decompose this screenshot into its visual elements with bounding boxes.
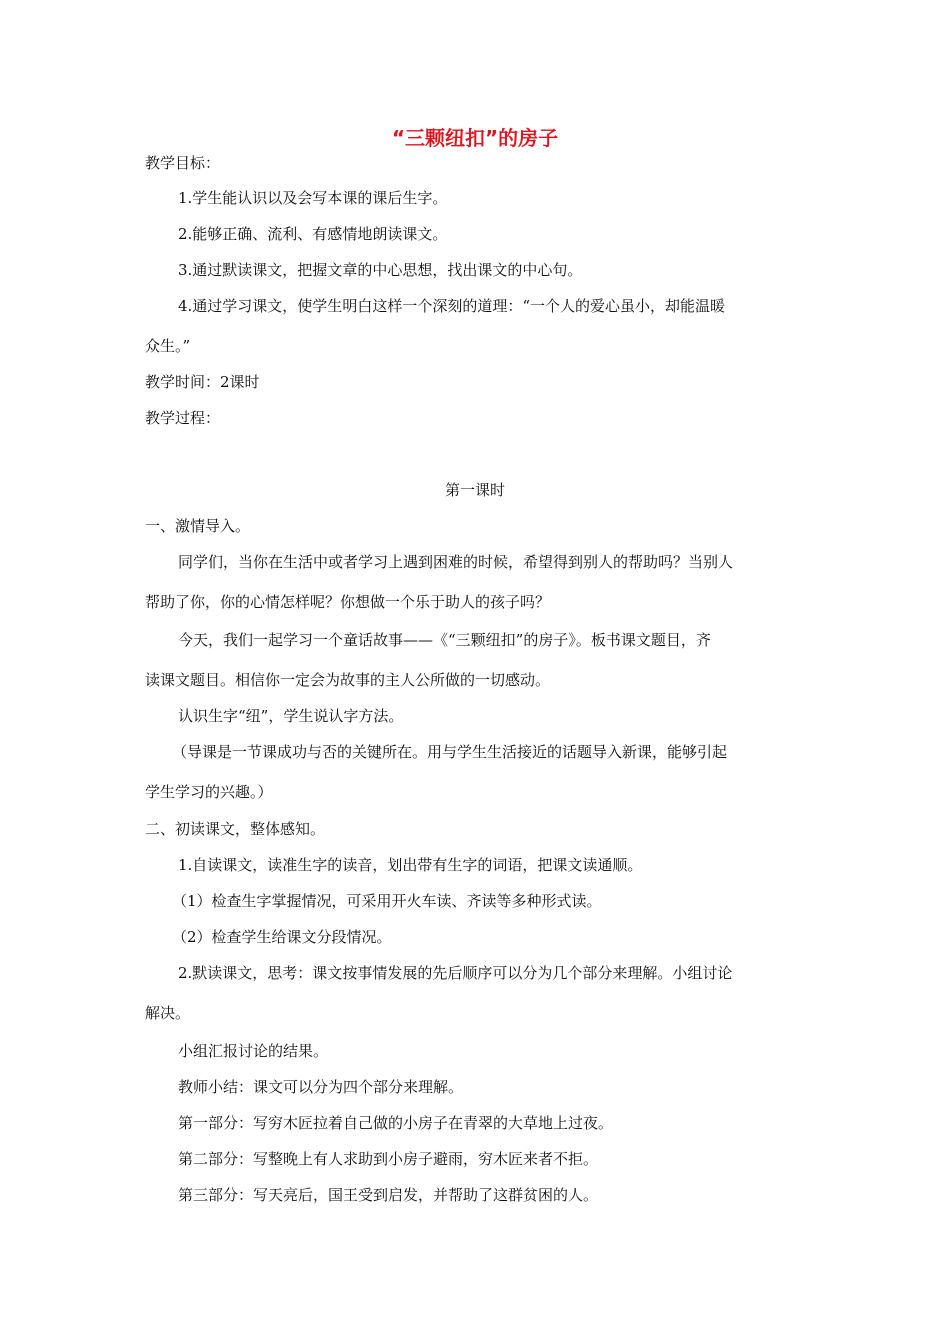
document-title: “三颗纽扣”的房子 [391,126,559,150]
paragraph-line: 今天，我们一起学习一个童话故事——《“三颗纽扣”的房子》。板书课文题目，齐 [178,631,711,649]
paragraph-line: 2.默读课文，思考：课文按事情发展的先后顺序可以分为几个部分来理解。小组讨论 [178,964,733,982]
paragraph-line: （2）检查学生给课文分段情况。 [172,928,392,946]
paragraph-line: 第一部分：写穷木匠拉着自己做的小房子在青翠的大草地上过夜。 [178,1114,614,1132]
paragraph-line: 读课文题目。相信你一定会为故事的主人公所做的一切感动。 [145,671,551,689]
paragraph-line: 帮助了你，你的心情怎样呢？你想做一个乐于助人的孩子吗？ [145,593,551,611]
paragraph-line: （导课是一节课成功与否的关键所在。用与学生生活接近的话题导入新课，能够引起 [172,743,728,761]
objective-item: 2.能够正确、流利、有感情地朗读课文。 [178,225,448,243]
section-heading: 二、初读课文，整体感知。 [145,820,326,838]
paragraph-line: （1）检查生字掌握情况，可采用开火车读、齐读等多种形式读。 [172,892,602,910]
paragraph-line: 第三部分：写天亮后，国王受到启发，并帮助了这群贫困的人。 [178,1186,599,1204]
paragraph-line: 同学们，当你在生活中或者学习上遇到困难的时候，希望得到别人的帮助吗？当别人 [178,553,734,571]
paragraph-line: 小组汇报讨论的结果。 [178,1042,329,1060]
paragraph-line: 第二部分：写整晚上有人求助到小房子避雨，穷木匠来者不拒。 [178,1150,599,1168]
paragraph-line: 认识生字“纽”，学生说认字方法。 [178,707,404,725]
paragraph-line: 学生学习的兴趣。） [145,783,273,801]
paragraph-line: 解决。 [145,1004,191,1022]
section-heading: 一、激情导入。 [145,517,251,535]
process-heading: 教学过程： [145,409,221,427]
objective-item: 1.学生能认识以及会写本课的课后生字。 [178,189,448,207]
teaching-time: 教学时间：2课时 [145,373,260,391]
objective-item-continuation: 众生。” [145,337,191,355]
paragraph-line: 教师小结：课文可以分为四个部分来理解。 [178,1078,464,1096]
paragraph-line: 1.自读课文，读准生字的读音，划出带有生字的词语，把课文读通顺。 [178,856,643,874]
objective-item: 3.通过默读课文，把握文章的中心思想，找出课文的中心句。 [178,261,583,279]
objectives-heading: 教学目标： [145,154,221,172]
lesson-heading: 第一课时 [444,481,505,499]
objective-item: 4.通过学习课文，使学生明白这样一个深刻的道理：“一个人的爱心虽小，却能温暖 [178,297,725,315]
